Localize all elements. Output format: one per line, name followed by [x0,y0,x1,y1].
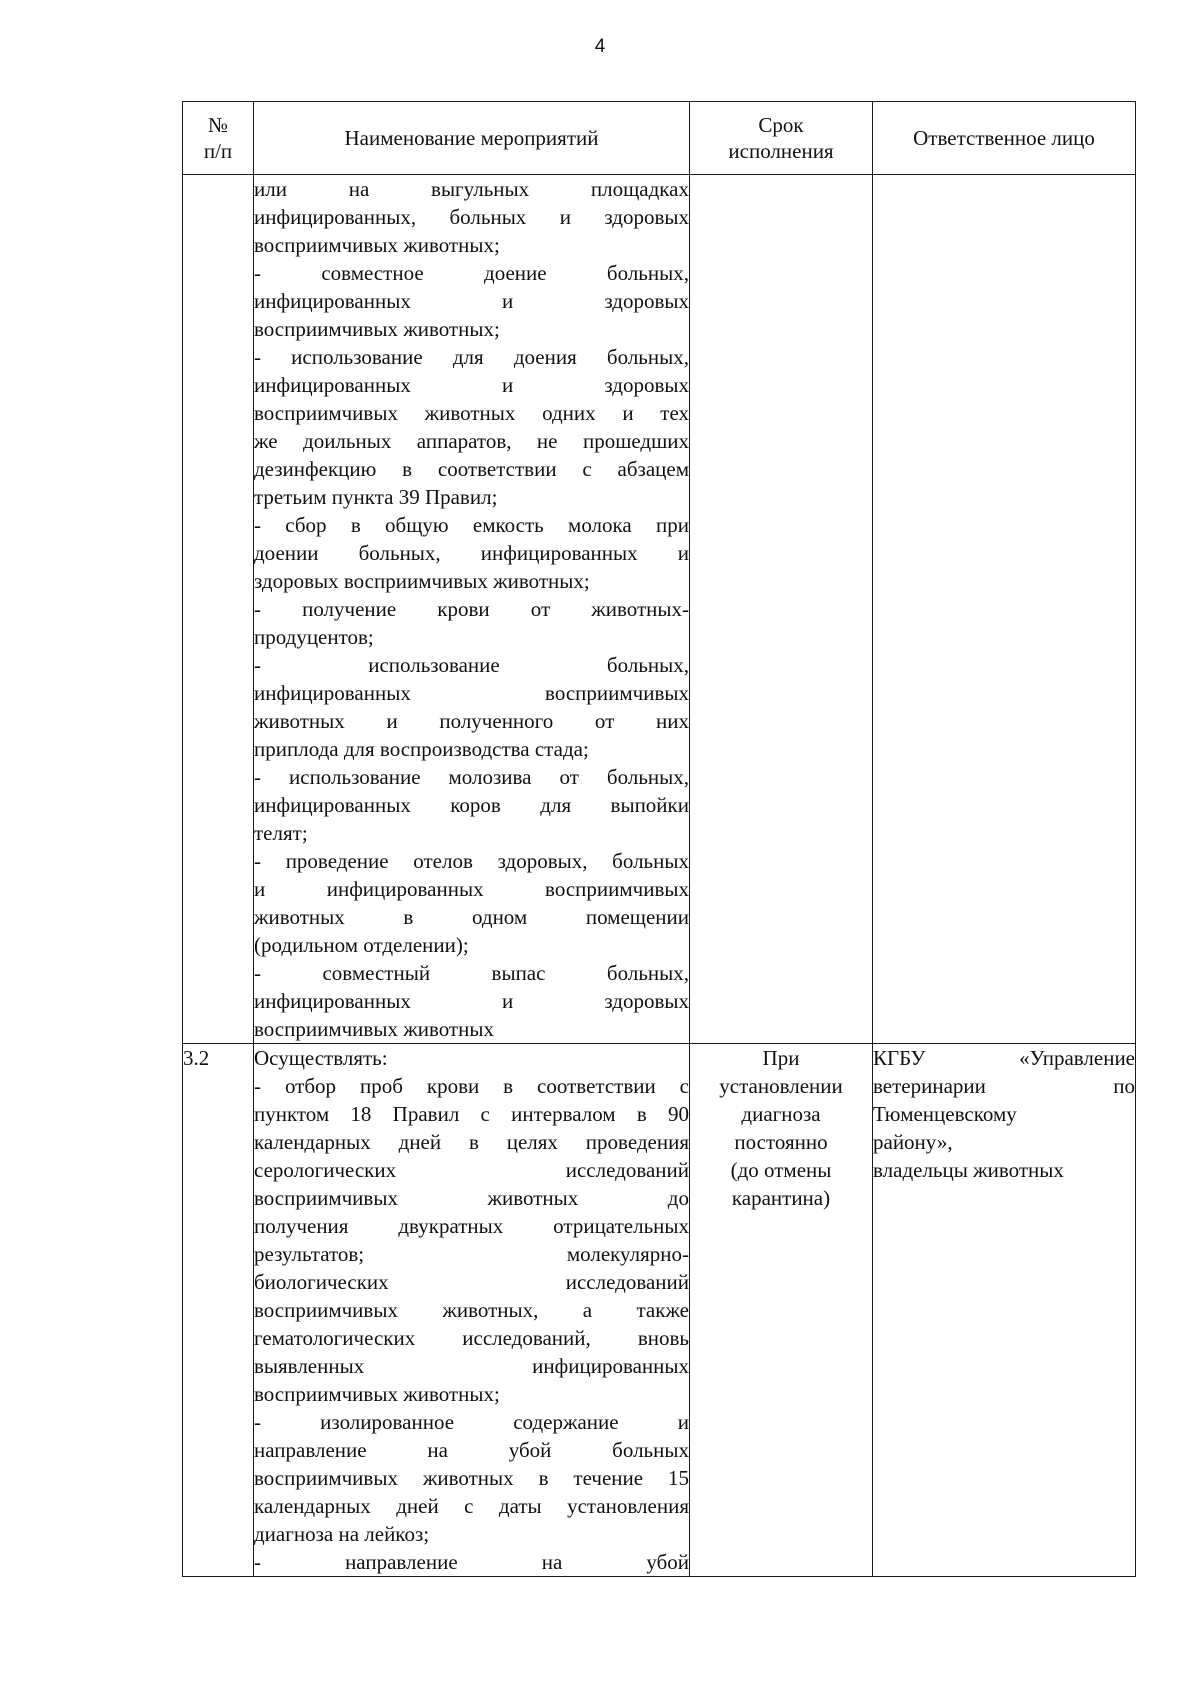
header-number-line: № [207,113,229,137]
responsible-text-line: ветеринарии по [873,1074,1135,1098]
measure-text-line: и инфицированных восприимчивых [254,877,689,901]
measure-text-line: пунктом 18 Правил с интервалом в 90 [254,1102,689,1126]
measure-text-line: восприимчивых животных; [254,317,500,341]
header-number-line: п/п [203,139,233,163]
responsible-text-line: КГБУ «Управление [873,1046,1135,1070]
measure-text-line: или на выгульных площадках [254,177,689,201]
header-responsible: Ответственное лицо [873,102,1136,175]
measure-text-line: инфицированных, больных и здоровых [254,205,689,229]
execution-term-line: карантина) [731,1186,831,1210]
measure-text-line: животных в одном помещении [254,905,689,929]
measure-text-line: инфицированных и здоровых [254,989,689,1013]
measure-text-line: выявленных инфицированных [254,1354,689,1378]
header-term-line: исполнения [728,139,834,163]
table-header-row [183,102,1136,175]
measure-text-line: календарных дней в целях проведения [254,1130,689,1154]
measure-text-line: восприимчивых животных одних и тех [254,401,689,425]
measure-text-line: гематологических исследований, вновь [254,1326,689,1350]
measure-text-line: инфицированных коров для выпойки [254,793,689,817]
measure-text-line: - использование больных, [254,653,689,677]
measure-text-line: приплода для воспроизводства стада; [254,737,589,761]
measure-text-line: восприимчивых животных; [254,233,500,257]
header-term [690,102,873,175]
measure-text-line: восприимчивых животных; [254,1382,500,1406]
execution-term [690,1044,873,1577]
measure-text-line: инфицированных и здоровых [254,289,689,313]
measure-text-line: доении больных, инфицированных и [254,541,689,565]
measure-text-line: - использование для доения больных, [254,345,689,369]
measure-text-line: - направление на убой [254,1550,689,1574]
execution-term [690,175,873,1044]
measure-text-line: же доильных аппаратов, не прошедших [254,429,689,453]
measure-text-line: серологических исследований [254,1158,689,1182]
measure-text-line: животных и полученного от них [254,709,689,733]
measure-text-line: направление на убой больных [254,1438,689,1462]
execution-term-line: постоянно [734,1130,828,1154]
measure-text-line: (родильном отделении); [254,933,469,957]
header-term-line: Срок [758,113,804,137]
execution-term-line: При [762,1046,800,1070]
measure-text-line: инфицированных и здоровых [254,373,689,397]
responsible-text-line: району», [873,1130,953,1154]
measure-text-line: - совместное доение больных, [254,261,689,285]
measures-table [182,101,1136,1577]
row-number: 3.2 [183,1044,254,1577]
measure-text-line: восприимчивых животных, а также [254,1298,689,1322]
measure-text-line: биологических исследований [254,1270,689,1294]
measure-text-line: - изолированное содержание и [254,1410,689,1434]
measure-text-line: инфицированных восприимчивых [254,681,689,705]
measure-description [254,1044,690,1577]
measure-text-line: восприимчивых животных в течение 15 [254,1466,689,1490]
measure-text-line: - отбор проб крови в соответствии с [254,1074,689,1098]
execution-term-line: (до отмены [730,1158,832,1182]
measure-text-line: - проведение отелов здоровых, больных [254,849,689,873]
measure-text-line: продуцентов; [254,625,374,649]
header-number [183,102,254,175]
measure-text-line: результатов; молекулярно- [254,1242,689,1266]
measure-text-line: - использование молозива от больных, [254,765,689,789]
table-row [183,175,1136,1044]
measure-text-line: восприимчивых животных до [254,1186,689,1210]
measure-text-line: календарных дней с даты установления [254,1494,689,1518]
measure-text-line: дезинфекцию в соответствии с абзацем [254,457,689,481]
measure-text-line: получения двукратных отрицательных [254,1214,689,1238]
measure-text-line: третьим пункта 39 Правил; [254,485,498,509]
responsible-text-line: владельцы животных [873,1158,1064,1182]
row-number [183,175,254,1044]
execution-term-line: диагноза [741,1102,821,1126]
execution-term-line: установлении [719,1074,843,1098]
measure-text-line: восприимчивых животных [254,1017,494,1041]
measure-text-line: - совместный выпас больных, [254,961,689,985]
header-name: Наименование мероприятий [254,102,690,175]
responsible-person [873,1044,1136,1577]
measure-text-line: - получение крови от животных- [254,597,689,621]
measure-description [254,175,690,1044]
responsible-text-line: Тюменцевскому [873,1102,1017,1126]
measure-text-line: здоровых восприимчивых животных; [254,569,590,593]
responsible-person [873,175,1136,1044]
measure-text-line: - сбор в общую емкость молока при [254,513,689,537]
measure-text-line: телят; [254,821,308,845]
measure-text-line: Осуществлять: [254,1046,388,1070]
measure-text-line: диагноза на лейкоз; [254,1522,430,1546]
page-number: 4 [594,36,606,57]
table-row [183,1044,1136,1577]
